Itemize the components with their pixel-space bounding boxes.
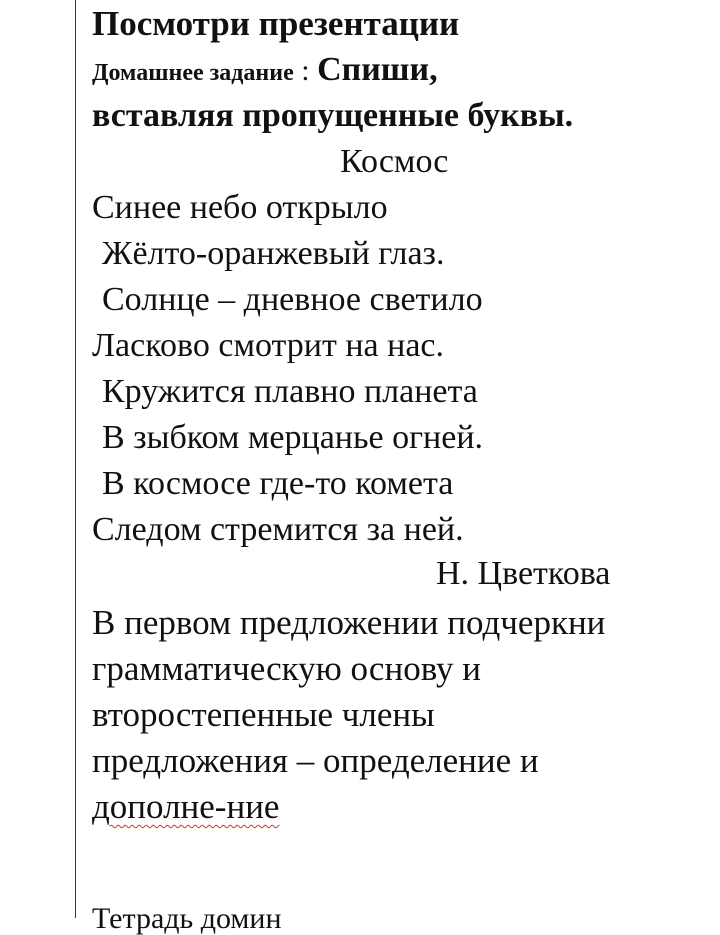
spellcheck-underlined-word: дополне-ние bbox=[92, 787, 280, 826]
homework-task-part2: вставляя пропущенные буквы. bbox=[92, 97, 574, 134]
task-line: предложения – определение и bbox=[92, 741, 539, 780]
cut-off-text: Тетрадь домин bbox=[92, 902, 282, 935]
homework-colon: : bbox=[293, 54, 318, 87]
poem-line: Солнце – дневное светило bbox=[102, 281, 483, 318]
poem-line: Кружится плавно планета bbox=[102, 373, 478, 410]
poem-line: В космосе где-то комета bbox=[102, 465, 454, 502]
document-title: Посмотри презентации bbox=[92, 4, 460, 43]
homework-label: Домашнее задание bbox=[92, 60, 294, 86]
task-line-spellcheck bbox=[92, 789, 279, 824]
task-line: второстепенные члены bbox=[92, 695, 435, 734]
poem-line: Ласково смотрит на нас. bbox=[92, 327, 445, 364]
poem-line: Жёлто-оранжевый глаз. bbox=[102, 235, 445, 272]
task-line: В первом предложении подчеркни bbox=[92, 603, 606, 642]
poem-line: Следом стремится за ней. bbox=[92, 511, 464, 548]
page-margin-line bbox=[75, 0, 76, 918]
poem-line: В зыбком мерцанье огней. bbox=[102, 419, 484, 456]
poem-line: Синее небо открыло bbox=[92, 189, 388, 226]
poem-title: Космос bbox=[340, 143, 449, 180]
homework-task-part1: Спиши, bbox=[317, 51, 438, 88]
poem-author: Н. Цветкова bbox=[436, 555, 611, 592]
homework-line bbox=[92, 53, 438, 87]
task-line: грамматическую основу и bbox=[92, 649, 481, 688]
